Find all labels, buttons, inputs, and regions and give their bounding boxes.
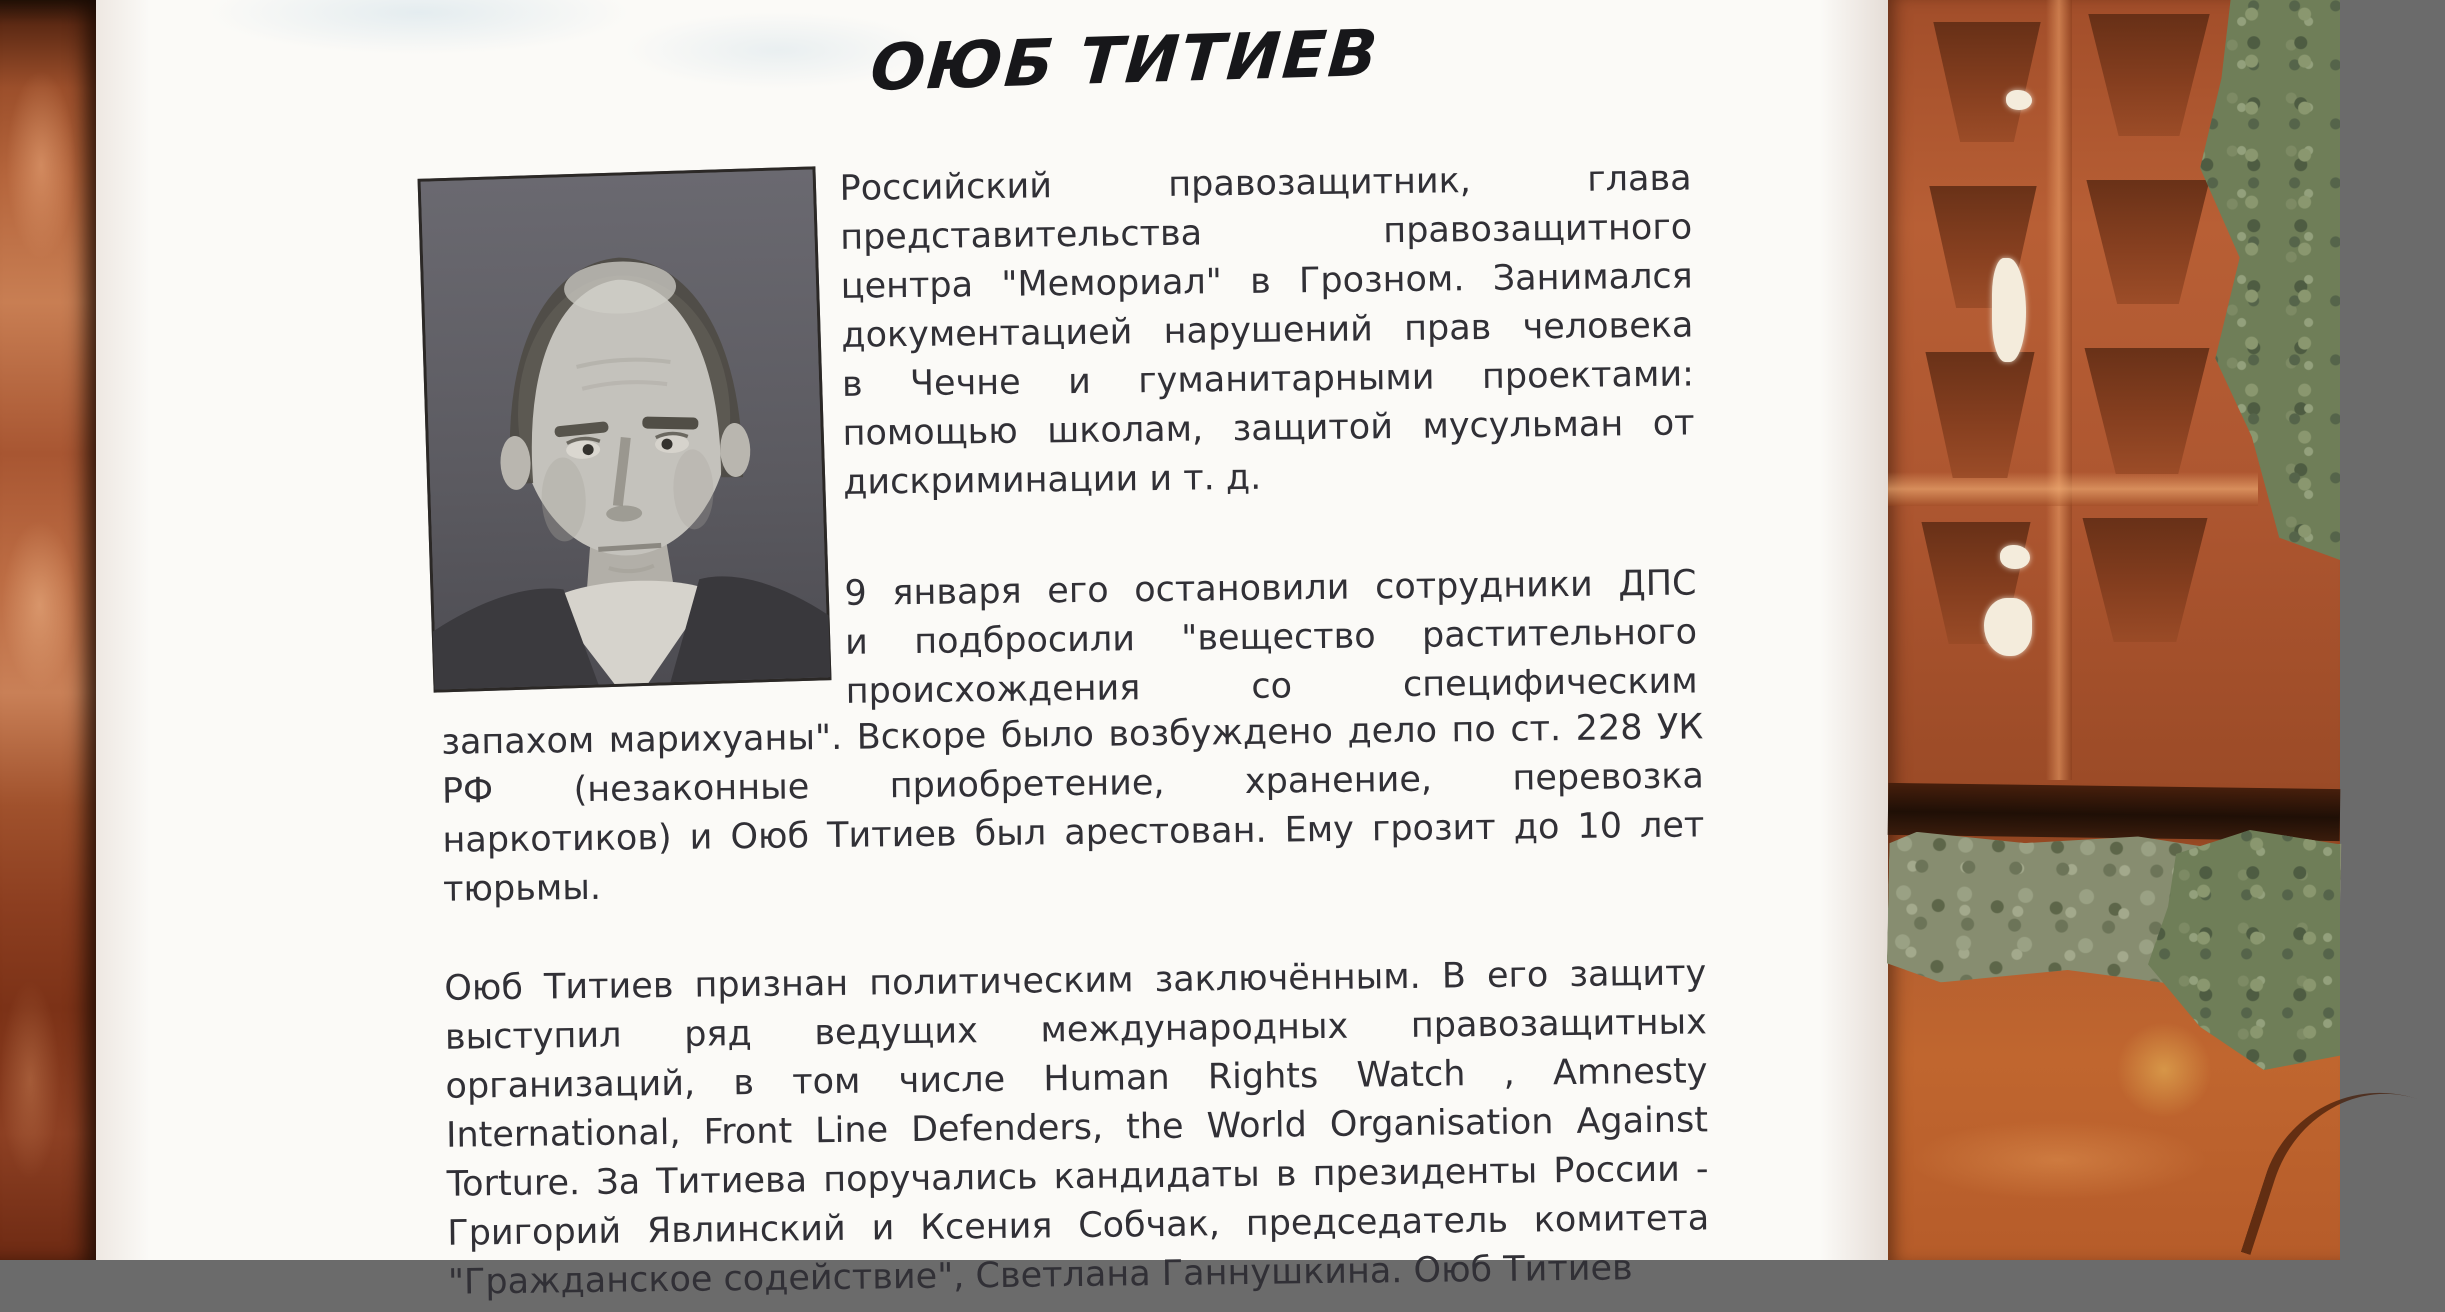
paint-drip (2000, 545, 2030, 569)
brick-crack (2241, 1062, 2445, 1299)
poster-content (88, 0, 1899, 1303)
poster-paper (96, 0, 1892, 1303)
brick-ridge (2046, 0, 2072, 780)
brick-wall-right (1888, 0, 2340, 1260)
brick-dimple (2080, 14, 2218, 136)
paragraph-gap (843, 497, 1696, 569)
paint-drip (1984, 598, 2032, 656)
poster-title: ОЮБ ТИТИЕВ (867, 16, 1382, 106)
paint-drip (2006, 90, 2032, 110)
brick-dimple (2076, 348, 2218, 474)
paragraph-1-last-line: дискриминации и т. д. (842, 457, 1262, 503)
brick-highlight (0, 980, 60, 1180)
brick-ridge (1888, 472, 2258, 506)
brick-dimple (1918, 352, 2042, 478)
paragraph-2-start: 9 января его остановили сотрудники ДПС и подбросили "вещество растительного происхождения со специфическим (844, 563, 1698, 712)
paragraph-3-cutoff-line: "Гражданское содействие", Светлана Ганнушкина. Оюб Титиев (447, 1248, 1633, 1303)
brick-highlight (2, 520, 77, 690)
full-width-text (441, 703, 1710, 1307)
brick-dimple (1922, 186, 2044, 308)
brick-wall-left (0, 0, 96, 1260)
paragraph-1: Российский правозащитник, глава представительства правозащитного центра "Мемориал" в Грозном. Занимался документацией нарушений прав человека в Чечне и гуманитарными проектами: помощью школам, защитой мусульман от (839, 158, 1695, 454)
paragraph-3: Оюб Титиев признан политическим заключённым. В его защиту выступил ряд ведущих международных правозащитных организаций, в том числе Human Rights Watch , Amnesty International, Front Line Defenders, the World Organisation Against Torture. За Титиева поручались кандидаты в президенты России - Григорий Явлинский и Ксения Собчак, председатель комитета (444, 953, 1710, 1254)
brick-highlight (6, 70, 76, 260)
brick-dimple (2074, 518, 2216, 642)
paragraph-2-continued: запахом марихуаны". Вскоре было возбуждено дело по ст. 228 УК РФ (незаконные приобретение, хранение, перевозка наркотиков) и Оюб Титиев был арестован. Ему грозит до 10 лет (441, 707, 1705, 861)
brick-dimple (1926, 22, 2048, 142)
portrait-illustration (421, 169, 829, 689)
paint-drip (1992, 258, 2026, 362)
paragraph-2-last-line: тюрьмы. (442, 867, 602, 910)
portrait-photo (418, 166, 832, 692)
brick-yellow-stain (2116, 1022, 2212, 1118)
brick-highlight (1908, 1120, 2208, 1200)
brick-dimple (2078, 180, 2218, 304)
mortar-shadow-gap (1888, 783, 2341, 841)
intro-text-beside-photo (839, 154, 1698, 716)
